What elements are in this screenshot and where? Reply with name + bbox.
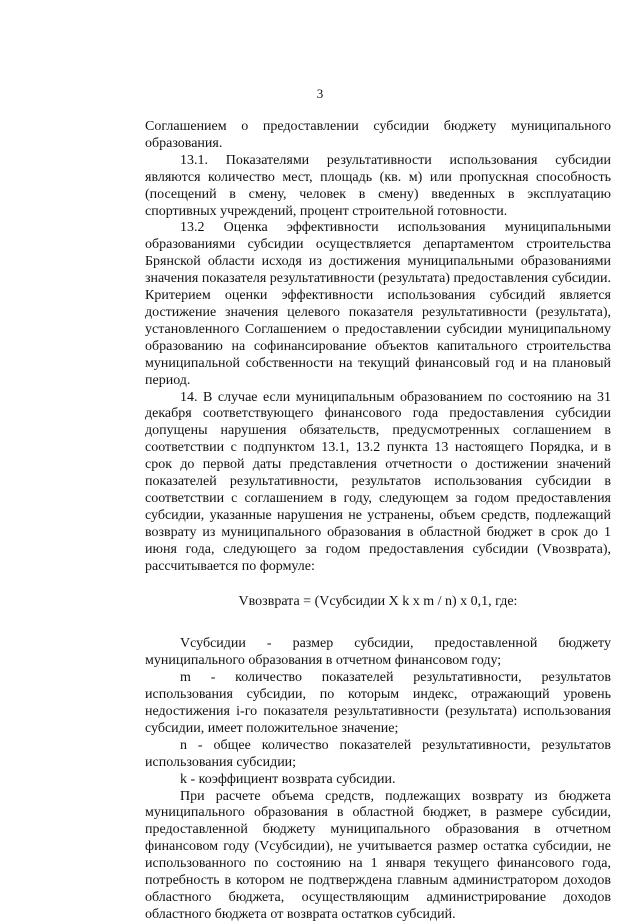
definition-v-subsidy: Vсубсидии - размер субсидии, предоставленной бюджету муниципального образования в отчетном финансовом году; — [145, 636, 611, 669]
document-body — [145, 119, 611, 924]
definition-k: k - коэффициент возврата субсидии. — [180, 771, 396, 787]
paragraph-13-1: 13.1. Показателями результативности использования субсидии являются количество мест, площадь (кв. м) или пропускная способность (посещений в смену, человек в смену) введенных в эксплуатацию спортивных учреждений, процент строительной готовности. — [145, 152, 611, 219]
definition-m: m - количество показателей результативности, результатов использования субсидии, по которым индекс, отражающий уровень недостижения i-го показателя результативности (результата) использования субсидии, имеет положительное значение; — [145, 670, 611, 736]
paragraph-14: 14. В случае если муниципальным образованием по состоянию на 31 декабря соответствующего финансового года предоставления субсидии допущены нарушения обязательств, предусмотренных соглашением в соответствии с подпунктом 13.1, 13.2 пункта 13 настоящего Порядка, и в срок до первой даты представления отчетности о достижении значений показателей результативности, результатов использования субсидии в соответствии с соглашением в году, следующем за годом предоставления субсидии, указанные нарушения не устранены, объем средств, подлежащий возврату из муниципального образования в областной бюджет в срок до 1 июня года, следующего за годом предоставления субсидии (Vвозврата), рассчитывается по формуле: — [145, 389, 611, 574]
paragraph-continuation: Соглашением о предоставлении субсидии бюджету муниципального образования. — [145, 119, 611, 151]
paragraph-13-2: 13.2 Оценка эффективности использования муниципальными образованиями субсидии осуществляется департаментом строительства Брянской области исходя из достижения муниципальными образованиями значения показателя результативности (результата) предоставления субсидии. Критерием оценки эффективности использования субсидий является достижение значения целевого показателя результативности (результата), установленного Соглашением о предоставлении субсидии муниципальному образованию на софинансирование объектов капитального строительства муниципальной собственности на текущий финансовый год и на плановый период. — [145, 220, 612, 388]
formula: Vвозврата = (Vсубсидии X k x m / n) x 0,1, где: — [238, 594, 518, 610]
paragraph-calculation-note: При расчете объема средств, подлежащих возврату из бюджета муниципального образования в областной бюджет, в размере субсидии, предоставленной бюджету муниципального образования в отчетном финансовом году (Vсубсидии), не учитывается размер остатка субсидии, не использованного по состоянию на 1 января текущего финансового года, потребность в котором не подтверждена главным администратором доходов областного бюджета, осуществляющим администрирование доходов областного бюджета от возврата остатков субсидий. — [145, 788, 611, 922]
definition-n: n - общее количество показателей результативности, результатов использования субсидии; — [145, 737, 611, 770]
page-number: 3 — [316, 86, 324, 101]
